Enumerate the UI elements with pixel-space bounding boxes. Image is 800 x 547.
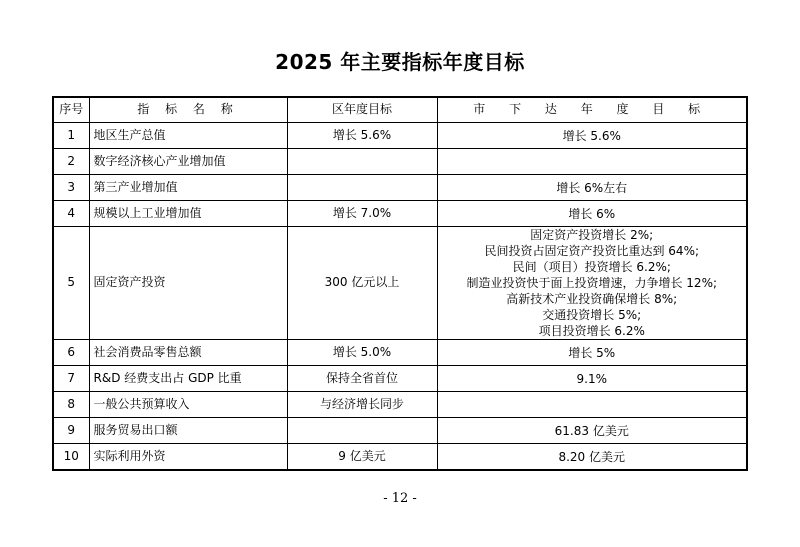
- row-number: 5: [53, 227, 89, 340]
- city-target: [437, 444, 747, 471]
- district-target: 与经济增长同步: [287, 392, 437, 418]
- district-target: 9 亿美元: [287, 444, 437, 471]
- city-target: [437, 418, 747, 444]
- city-target-line: 项目投资增长 6.2%: [538, 324, 645, 338]
- district-target: 增长 5.0%: [287, 340, 437, 366]
- indicator-name: 规模以上工业增加值: [89, 201, 287, 227]
- district-target: 增长 7.0%: [287, 201, 437, 227]
- row-number: 3: [53, 175, 89, 201]
- city-target-line: 高新技术产业投资确保增长 8%;: [506, 292, 678, 306]
- district-target: [287, 418, 437, 444]
- table-header-row: [53, 97, 747, 123]
- city-target: [437, 149, 747, 175]
- city-target-line: 交通投资增长 5%;: [542, 308, 642, 322]
- city-target: [437, 201, 747, 227]
- page-title: 2025 年主要指标年度目标: [275, 50, 525, 74]
- district-target: [287, 175, 437, 201]
- table-row: [53, 392, 747, 418]
- targets-table: [52, 96, 748, 471]
- table-row: [53, 227, 747, 340]
- city-target-line: 9.1%: [576, 371, 607, 386]
- table-row: [53, 149, 747, 175]
- indicator-name: 固定资产投资: [89, 227, 287, 340]
- table-row: [53, 201, 747, 227]
- city-target: [437, 392, 747, 418]
- city-target-line: 8.20 亿美元: [558, 449, 626, 464]
- table-body: [53, 123, 747, 471]
- row-number: 7: [53, 366, 89, 392]
- city-target: [437, 340, 747, 366]
- row-number: 8: [53, 392, 89, 418]
- indicator-name: 服务贸易出口额: [89, 418, 287, 444]
- header-num: 序号: [53, 97, 89, 123]
- district-target: 300 亿元以上: [287, 227, 437, 340]
- header-district-target: 区年度目标: [287, 97, 437, 123]
- indicator-name: 数字经济核心产业增加值: [89, 149, 287, 175]
- indicator-name: R&D 经费支出占 GDP 比重: [89, 366, 287, 392]
- city-target: [437, 175, 747, 201]
- city-target-line: 增长 6%左右: [556, 180, 628, 195]
- row-number: 1: [53, 123, 89, 149]
- city-target-line: 增长 5.6%: [562, 128, 621, 143]
- city-target-line: 61.83 亿美元: [554, 423, 629, 438]
- table-row: [53, 418, 747, 444]
- header-name: 指 标 名 称: [89, 97, 287, 123]
- table-row: [53, 366, 747, 392]
- indicator-name: 一般公共预算收入: [89, 392, 287, 418]
- table-row: [53, 444, 747, 471]
- city-target-line: 制造业投资快于面上投资增速，力争增长 12%;: [466, 276, 718, 290]
- district-target: 增长 5.6%: [287, 123, 437, 149]
- city-target-line: 增长 6%: [568, 206, 616, 221]
- table-row: [53, 340, 747, 366]
- city-target: [437, 123, 747, 149]
- indicator-name: 实际利用外资: [89, 444, 287, 471]
- table-row: [53, 123, 747, 149]
- row-number: 4: [53, 201, 89, 227]
- city-target-line: 固定资产投资增长 2%;: [530, 228, 654, 242]
- row-number: 9: [53, 418, 89, 444]
- indicator-name: 社会消费品零售总额: [89, 340, 287, 366]
- city-target-line: 增长 5%: [568, 345, 616, 360]
- district-target: 保持全省首位: [287, 366, 437, 392]
- row-number: 2: [53, 149, 89, 175]
- city-target-line: 民间（项目）投资增长 6.2%;: [512, 260, 671, 274]
- city-target-line: 民间投资占固定资产投资比重达到 64%;: [484, 244, 700, 258]
- indicator-name: 第三产业增加值: [89, 175, 287, 201]
- indicator-name: 地区生产总值: [89, 123, 287, 149]
- row-number: 6: [53, 340, 89, 366]
- table-row: [53, 175, 747, 201]
- district-target: [287, 149, 437, 175]
- city-target: [437, 227, 747, 340]
- row-number: 10: [53, 444, 89, 471]
- page-number: - 12 -: [383, 491, 417, 506]
- city-target: [437, 366, 747, 392]
- header-city-target: 市 下 达 年 度 目 标: [437, 97, 747, 123]
